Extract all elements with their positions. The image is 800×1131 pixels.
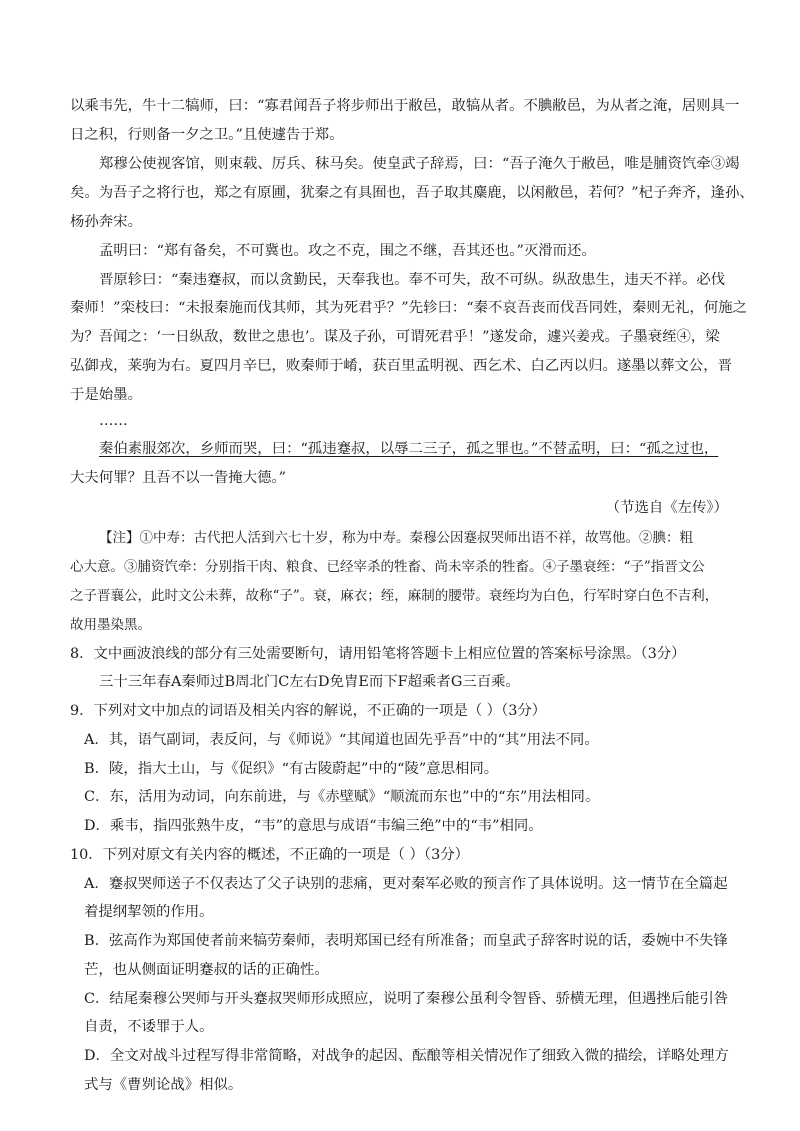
source-citation: （节选自《左传》） [605, 500, 728, 516]
passage-line: 孟明曰：“郑有备矣，不可冀也。攻之不克，围之不继，吾其还也。”灭滑而还。 [99, 243, 596, 259]
question-10-line: B．弦高作为郑国使者前来犒劳秦师，表明郑国已经有所准备；而皇武子辞客时说的话，委婉中不失锋 [84, 933, 728, 949]
passage-line: 杨孙奔宋。 [70, 214, 142, 230]
question-10-line: 自责，不诿罪于人。 [84, 1019, 214, 1035]
question-9-option-b: B．陵，指大土山，与《促织》“有古陵蔚起”中的“陵”意思相同。 [84, 761, 499, 777]
passage-line: 以乘韦先，牛十二犒师，曰：“寡君闻吾子将步师出于敝邑，敢犒从者。不腆敝邑，为从者之淹，居则具一 [70, 98, 740, 114]
question-10-line: A．蹇叔哭师送子不仅表达了父子诀别的悲痛，更对秦军必败的预言作了具体说明。这一情节在全篇起 [84, 876, 728, 892]
note-line: 心大意。③脯资饩牵：分别指干肉、粮食、已经宰杀的牲畜、尚未宰杀的牲畜。④子墨衰绖：“子”指晋文公 [70, 559, 705, 575]
passage-line: 郑穆公使视客馆，则束载、厉兵、秣马矣。使皇武子辞焉，曰：“吾子淹久于敝邑，唯是脯资饩牵③竭 [99, 156, 740, 172]
underlined-sentence: 秦伯素服郊次，乡师而哭，曰：“孤违蹇叔，以辱二三子，孤之罪也。”不替孟明，曰：“孤之过也， [99, 441, 719, 457]
question-10-line: 芒，也从侧面证明蹇叔的话的正确性。 [84, 962, 329, 978]
note-line: 【注】①中寿：古代把人活到六七十岁，称为中寿。秦穆公因蹇叔哭师出语不祥，故骂他。②腆：粗 [99, 530, 693, 546]
question-8-sentence: 三十三年春A秦师过B周北门C左右D免胄E而下F超乘者G三百乘。 [99, 674, 520, 690]
question-8-stem: 8．文中画波浪线的部分有三处需要断句，请用铅笔将答题卡上相应位置的答案标号涂黑。（3分） [70, 646, 686, 662]
passage-line: 为？吾闻之：‘一日纵敌，数世之患也’。谋及子孙，可谓死君乎！”遂发命，遽兴姜戎。子墨衰绖④，梁 [70, 329, 720, 345]
question-9-option-d: D．乘韦，指四张熟牛皮，“韦”的意思与成语“韦编三绝”中的“韦”相同。 [84, 818, 543, 834]
question-9-option-a: A．其，语气副词，表反问，与《师说》“其闻道也固先乎吾”中的“其”用法不同。 [84, 732, 599, 748]
question-10-line: 着提纲挈领的作用。 [84, 904, 214, 920]
passage-line: 秦师！”栾枝曰：“未报秦施而伐其师，其为死君乎？”先轸曰：“秦不哀吾丧而伐吾同姓，秦则无礼，何施之 [70, 300, 748, 316]
question-10-stem: 10．下列对原文有关内容的概述，不正确的一项是（ ）（3分） [70, 847, 469, 863]
note-line: 故用墨染黑。 [70, 617, 151, 633]
passage-line: 矣。为吾子之将行也，郑之有原圃，犹秦之有具囿也，吾子取其麋鹿，以闲敝邑，若何？”杞子奔齐，逢孙、 [70, 185, 754, 201]
question-10-line: 式与《曹刿论战》相似。 [84, 1077, 243, 1093]
passage-line: 于是始墨。 [70, 387, 142, 403]
passage-line: 弘御戎，莱驹为右。夏四月辛巳，败秦师于崤，获百里孟明视、西乞术、白乙丙以归。遂墨以葬文公，晋 [70, 358, 732, 374]
question-10-line: C．结尾秦穆公哭师与开头蹇叔哭师形成照应，说明了秦穆公虽利令智昏、骄横无理，但遇挫后能引咎 [84, 991, 729, 1007]
passage-line: 晋原轸曰：“秦违蹇叔，而以贪勤民，天奉我也。奉不可失，敌不可纵。纵敌患生，违天不祥。必伐 [99, 272, 726, 288]
passage-line: 大夫何罪？且吾不以一眚掩大德。” [70, 470, 287, 486]
question-9-stem: 9．下列对文中加点的词语及相关内容的解说，不正确的一项是（ ）（3分） [70, 703, 547, 719]
passage-line: 日之积，行则备一夕之卫。”且使遽告于郑。 [70, 127, 344, 143]
question-10-line: D．全文对战斗过程写得非常简略，对战争的起因、酝酿等相关情况作了细致入微的描绘，详略处理方 [84, 1048, 729, 1064]
ellipsis: …… [99, 413, 128, 429]
note-line: 之子晋襄公，此时文公未葬，故称“子”。衰，麻衣；绖，麻制的腰带。衰绖均为白色，行军时穿白色不吉利， [70, 588, 719, 604]
question-9-option-c: C．东，活用为动词，向东前进，与《赤壁赋》“顺流而东也”中的“东”用法相同。 [84, 789, 600, 805]
